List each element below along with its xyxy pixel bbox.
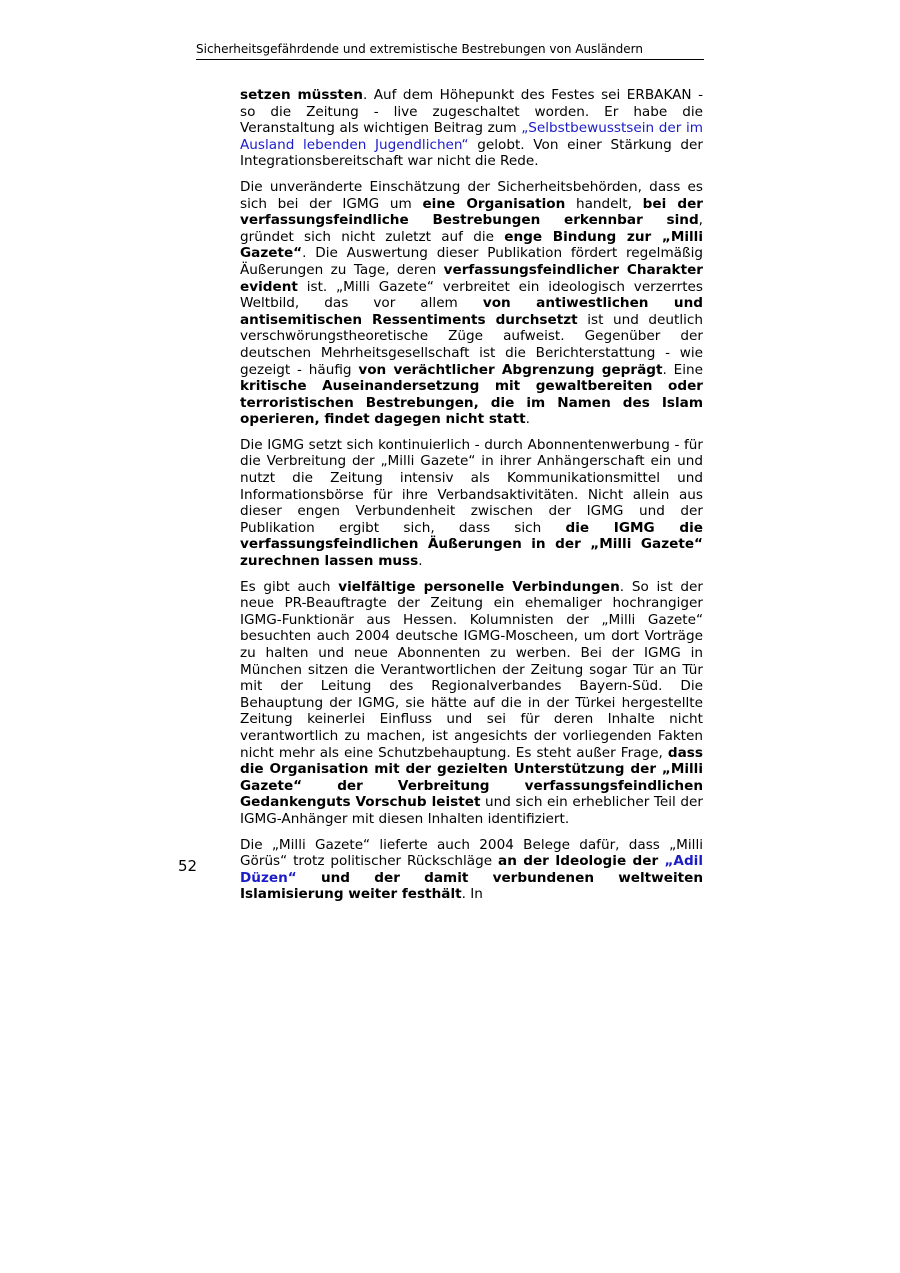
emphasized-reference[interactable]: „Adil Düzen“ [240,853,703,886]
emphasized-text: vielfältige personelle Verbindungen [338,578,620,595]
body-text [240,87,703,912]
emphasized-text: von antiwestlichen und antisemitischen Ressentiments durchsetzt [240,295,703,328]
text-segment: handelt, [565,195,643,212]
text-segment: . [418,553,423,570]
emphasized-text: an der Ideologie der [498,853,665,870]
running-header [196,42,704,60]
paragraph [240,837,703,903]
text-segment: Die unveränderte Einschätzung der Sicherheitsbehörden, dass es sich bei der IGMG um [240,178,703,212]
emphasized-text: kritische Auseinandersetzung mit gewaltbereiten oder terroristischen Bestrebungen, die im Namen des Islam operieren, findet dagegen nicht statt [240,378,703,428]
text-segment: . Eine [662,361,703,378]
running-header-title: Sicherheitsgefährdende und extremistische Bestrebungen von Ausländern [196,42,643,56]
paragraph [240,179,703,428]
text-segment: Die IGMG setzt sich kontinuierlich - durch Abonnentenwerbung - für die Verbreitung der „Milli Gazete“ in ihrer Anhängerschaft ein und nutzt die Zeitung intensiv als Kommunikationsmittel und Informationsbörse für ihre Verbandsaktivitäten. Nicht allein aus dieser engen Verbundenheit zwischen der IGMG und der Publikation ergibt sich, dass sich [240,436,703,536]
emphasized-text: setzen müssten [240,87,363,103]
emphasized-text: die IGMG die verfassungsfeindlichen Äußerungen in der „Milli Gazete“ zurechnen lassen muss [240,519,703,570]
text-segment: Die „Milli Gazete“ lieferte auch 2004 Belege dafür, dass „Milli Görüs“ trotz politischer Rückschläge [240,836,703,870]
text-segment: und sich ein erheblicher Teil der IGMG-Anhänger mit diesen Inhalten identifiziert. [240,794,703,827]
text-segment: . Die Auswertung dieser Publikation fördert regelmäßig Äußerungen zu Tage, deren [240,245,703,278]
reference-link[interactable]: „Selbstbewusstsein der im Ausland lebenden Jugendlichen“ [240,120,704,153]
emphasized-text: eine Organisation [422,195,566,212]
paragraph [240,87,703,170]
page-number: 52 [178,857,198,875]
text-segment: ist. „Milli Gazete“ verbreitet ein ideologisch verzerrtes Weltbild, das vor allem [240,278,703,312]
paragraph [240,579,703,828]
emphasized-text: bei der verfassungsfeindliche Bestrebungen erkennbar sind [240,195,704,229]
text-segment: Es gibt auch [240,578,339,595]
text-segment: gelobt. Von einer Stärkung der Integrationsbereitschaft war nicht die Rede. [240,136,703,170]
text-segment: ist und deutlich verschwörungstheoretische Züge aufweist. Gegenüber der deutschen Mehrheitsgesellschaft ist die Berichterstattung - wie gezeigt - häufig [240,311,703,378]
emphasized-text: und der damit verbundenen weltweiten Islamisierung weiter festhält [240,869,703,903]
text-segment: . [525,411,530,428]
emphasized-text: enge Bindung zur „Milli Gazete“ [240,228,703,262]
emphasized-text: dass die Organisation mit der gezielten Unterstützung der „Milli Gazete“ der Verbreitung verfassungsfeindlichen Gedankenguts Vorschub leistet [240,744,703,811]
paragraph [240,437,703,570]
text-segment: . Auf dem Höhepunkt des Festes sei ERBAKAN - so die Zeitung - live zugeschaltet worden. Er habe die Veranstaltung als wichtigen Beitrag zum [240,87,703,137]
emphasized-text: verfassungsfeindlicher Charakter evident [240,261,704,295]
text-segment: . In [461,886,483,903]
text-segment: , gründet sich nicht zuletzt auf die [240,212,703,245]
text-segment: . So ist der neue PR-Beauftragte der Zeitung ein ehemaliger hochrangiger IGMG-Funktionär aus Hessen. Kolumnisten der „Milli Gazete“ besuchten auch 2004 deutsche IGMG-Moscheen, um dort Vorträge zu halten und neue Abonnenten zu werben. Bei der IGMG in München sitzen die Verantwortlichen der Zeitung sogar Tür an Tür mit der Leitung des Regionalverbandes Bayern-Süd. Die Behauptung der IGMG, sie hätte auf die in der Türkei hergestellte Zeitung keinerlei Einfluss und sei für deren Inhalte nicht verantwortlich zu machen, ist angesichts der vorliegenden Fakten nicht mehr als eine Schutzbehauptung. Es steht außer Frage, [240,578,703,761]
emphasized-text: von verächtlicher Abgrenzung geprägt [358,361,663,378]
